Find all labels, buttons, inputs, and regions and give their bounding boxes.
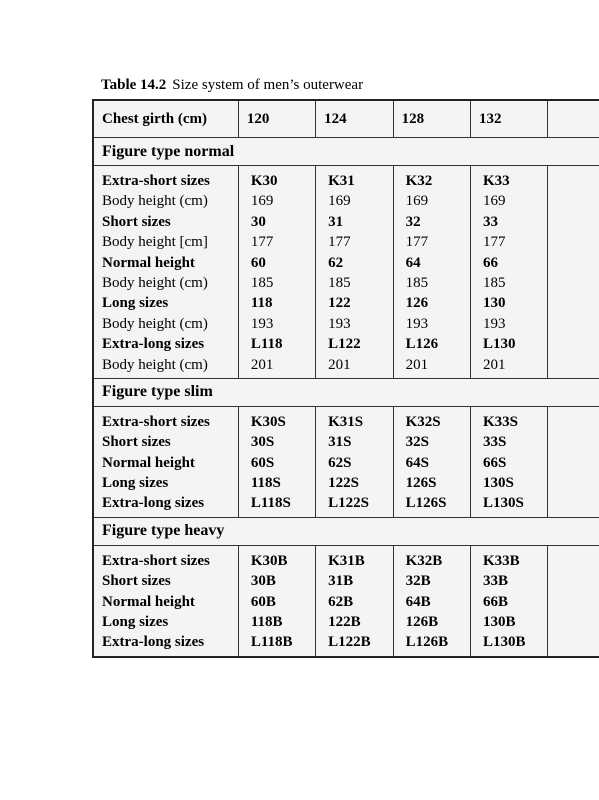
value-cell xyxy=(238,166,315,379)
header-cell xyxy=(238,100,315,138)
size-value: 201 xyxy=(483,356,506,373)
size-value: 193 xyxy=(483,315,506,332)
size-value: 64S xyxy=(405,454,429,471)
value-cell xyxy=(393,406,470,517)
size-value: 32 xyxy=(405,213,421,230)
size-value: K33 xyxy=(483,173,510,189)
size-value: 30B xyxy=(250,573,276,590)
size-value: 31 xyxy=(328,213,344,230)
section-title: Figure type slim xyxy=(102,383,213,401)
size-value: 64B xyxy=(405,593,431,610)
row-label: Body height (cm) xyxy=(102,193,208,210)
section-title-cell xyxy=(93,517,599,545)
size-value: 118 xyxy=(250,295,273,312)
size-value: L126 xyxy=(405,336,439,353)
size-value: 185 xyxy=(483,274,506,291)
size-value: 126 xyxy=(405,295,429,312)
size-value: 60 xyxy=(250,254,266,271)
row-label: Extra-short sizes xyxy=(102,413,210,430)
section-block-row xyxy=(93,406,599,517)
row-label: Long sizes xyxy=(102,614,169,631)
value-cell xyxy=(316,545,393,656)
size-value: L122 xyxy=(328,336,361,353)
size-value: 64 xyxy=(405,254,421,271)
value-cell xyxy=(471,406,548,517)
value-cell-empty xyxy=(548,166,599,379)
size-value: L126B xyxy=(405,634,449,651)
row-label-cell xyxy=(93,166,238,379)
size-value: L126S xyxy=(405,495,447,512)
row-label: Normal height xyxy=(102,454,195,471)
size-value: 66B xyxy=(483,593,509,610)
size-value: L118B xyxy=(250,634,293,651)
size-value: 193 xyxy=(250,315,274,332)
size-value: K32B xyxy=(405,552,443,569)
section-title-cell xyxy=(93,138,599,166)
section-block-row xyxy=(93,166,599,379)
header-value: 120 xyxy=(246,110,270,127)
size-value: 33 xyxy=(483,213,499,230)
size-value: 177 xyxy=(250,234,274,251)
value-cell xyxy=(471,545,548,656)
size-value: 130S xyxy=(483,475,514,492)
size-value: 130B xyxy=(483,614,516,631)
size-value: 66 xyxy=(483,254,499,271)
size-table xyxy=(92,99,599,658)
size-value: 169 xyxy=(405,193,429,210)
row-label: Short sizes xyxy=(102,213,171,230)
header-cell-empty xyxy=(548,100,599,138)
size-value: 177 xyxy=(328,234,351,251)
size-value: K31B xyxy=(328,552,365,569)
size-value: 201 xyxy=(328,356,351,373)
size-value: 62S xyxy=(328,454,352,471)
row-label: Extra-long sizes xyxy=(102,634,205,651)
size-value: 185 xyxy=(405,274,429,291)
section-title-cell xyxy=(93,378,599,406)
size-value: 201 xyxy=(405,356,429,373)
value-cell-empty xyxy=(548,406,599,517)
header-value: 128 xyxy=(401,110,425,127)
row-label: Extra-short sizes xyxy=(102,173,210,189)
size-value: K30 xyxy=(250,173,278,189)
row-label: Body height [cm] xyxy=(102,234,208,251)
size-value: 193 xyxy=(405,315,429,332)
table-header-row xyxy=(93,100,599,138)
table-title: Size system of men’s outerwear xyxy=(172,77,364,93)
header-value: 132 xyxy=(479,110,502,127)
value-cell xyxy=(393,545,470,656)
header-value: 124 xyxy=(324,110,347,127)
row-label: Normal height xyxy=(102,254,195,271)
row-label: Normal height xyxy=(102,593,195,610)
row-label: Extra-long sizes xyxy=(102,495,205,512)
value-cell xyxy=(393,166,470,379)
size-value: L122B xyxy=(328,634,371,651)
row-label: Body height (cm) xyxy=(102,274,208,291)
row-label: Short sizes xyxy=(102,573,171,590)
size-value: 122S xyxy=(328,475,359,492)
section-title-row xyxy=(93,517,599,545)
size-value: K30S xyxy=(250,413,286,430)
size-value: 32B xyxy=(405,573,431,590)
size-value: 31B xyxy=(328,573,354,590)
size-value: L130S xyxy=(483,495,524,512)
size-value: 169 xyxy=(483,193,506,210)
size-value: 33S xyxy=(483,434,507,451)
row-label: Body height (cm) xyxy=(102,356,208,373)
section-block-row xyxy=(93,545,599,656)
table-number: Table 14.2 xyxy=(101,77,167,93)
row-label: Extra-long sizes xyxy=(102,336,205,353)
size-value: 30 xyxy=(250,213,266,230)
value-cell xyxy=(316,166,393,379)
size-value: 126B xyxy=(405,614,439,631)
size-value: 201 xyxy=(250,356,274,373)
size-value: L118 xyxy=(250,336,283,353)
size-value: 177 xyxy=(405,234,429,251)
header-label: Chest girth (cm) xyxy=(102,110,207,127)
size-value: 33B xyxy=(483,573,509,590)
size-value: 185 xyxy=(328,274,351,291)
header-cell xyxy=(393,100,470,138)
size-value: 130 xyxy=(483,295,506,312)
value-cell xyxy=(471,166,548,379)
size-value: L118S xyxy=(250,495,291,512)
size-value: 126S xyxy=(405,475,437,492)
section-title-row xyxy=(93,138,599,166)
section-title-row xyxy=(93,378,599,406)
header-cell xyxy=(316,100,393,138)
size-value: L130B xyxy=(483,634,526,651)
value-cell xyxy=(238,545,315,656)
row-label: Long sizes xyxy=(102,475,169,492)
size-value: 122 xyxy=(328,295,351,312)
section-title: Figure type normal xyxy=(102,142,235,160)
value-cell xyxy=(316,406,393,517)
section-title: Figure type heavy xyxy=(102,522,225,540)
row-label: Body height (cm) xyxy=(102,315,208,332)
value-cell-empty xyxy=(548,545,599,656)
size-value: 118B xyxy=(250,614,283,631)
size-table-body xyxy=(93,100,599,657)
size-value: 185 xyxy=(250,274,274,291)
row-label: Short sizes xyxy=(102,434,171,451)
size-value: K31 xyxy=(328,173,355,189)
size-value: 62B xyxy=(328,593,354,610)
size-value: L122S xyxy=(328,495,369,512)
size-value: 118S xyxy=(250,475,281,492)
size-value: 60B xyxy=(250,593,276,610)
size-value: 60S xyxy=(250,454,275,471)
size-value: 31S xyxy=(328,434,352,451)
size-value: 62 xyxy=(328,254,344,271)
size-value: K33S xyxy=(483,413,519,430)
row-label-cell xyxy=(93,545,238,656)
size-value: 169 xyxy=(328,193,351,210)
row-label-cell xyxy=(93,406,238,517)
size-value: 66S xyxy=(483,454,507,471)
size-value: 32S xyxy=(405,434,429,451)
size-value: K31S xyxy=(328,413,364,430)
size-value: K30B xyxy=(250,552,288,569)
size-value: 30S xyxy=(250,434,275,451)
size-value: K33B xyxy=(483,552,520,569)
size-value: K32S xyxy=(405,413,441,430)
row-label: Extra-short sizes xyxy=(102,552,210,569)
row-label: Long sizes xyxy=(102,295,169,312)
size-value: L130 xyxy=(483,336,516,353)
table-caption xyxy=(101,77,363,94)
header-cell xyxy=(471,100,548,138)
value-cell xyxy=(238,406,315,517)
size-value: K32 xyxy=(405,173,433,189)
size-value: 169 xyxy=(250,193,274,210)
size-value: 177 xyxy=(483,234,506,251)
size-value: 122B xyxy=(328,614,361,631)
size-value: 193 xyxy=(328,315,351,332)
header-label-cell xyxy=(93,100,238,138)
